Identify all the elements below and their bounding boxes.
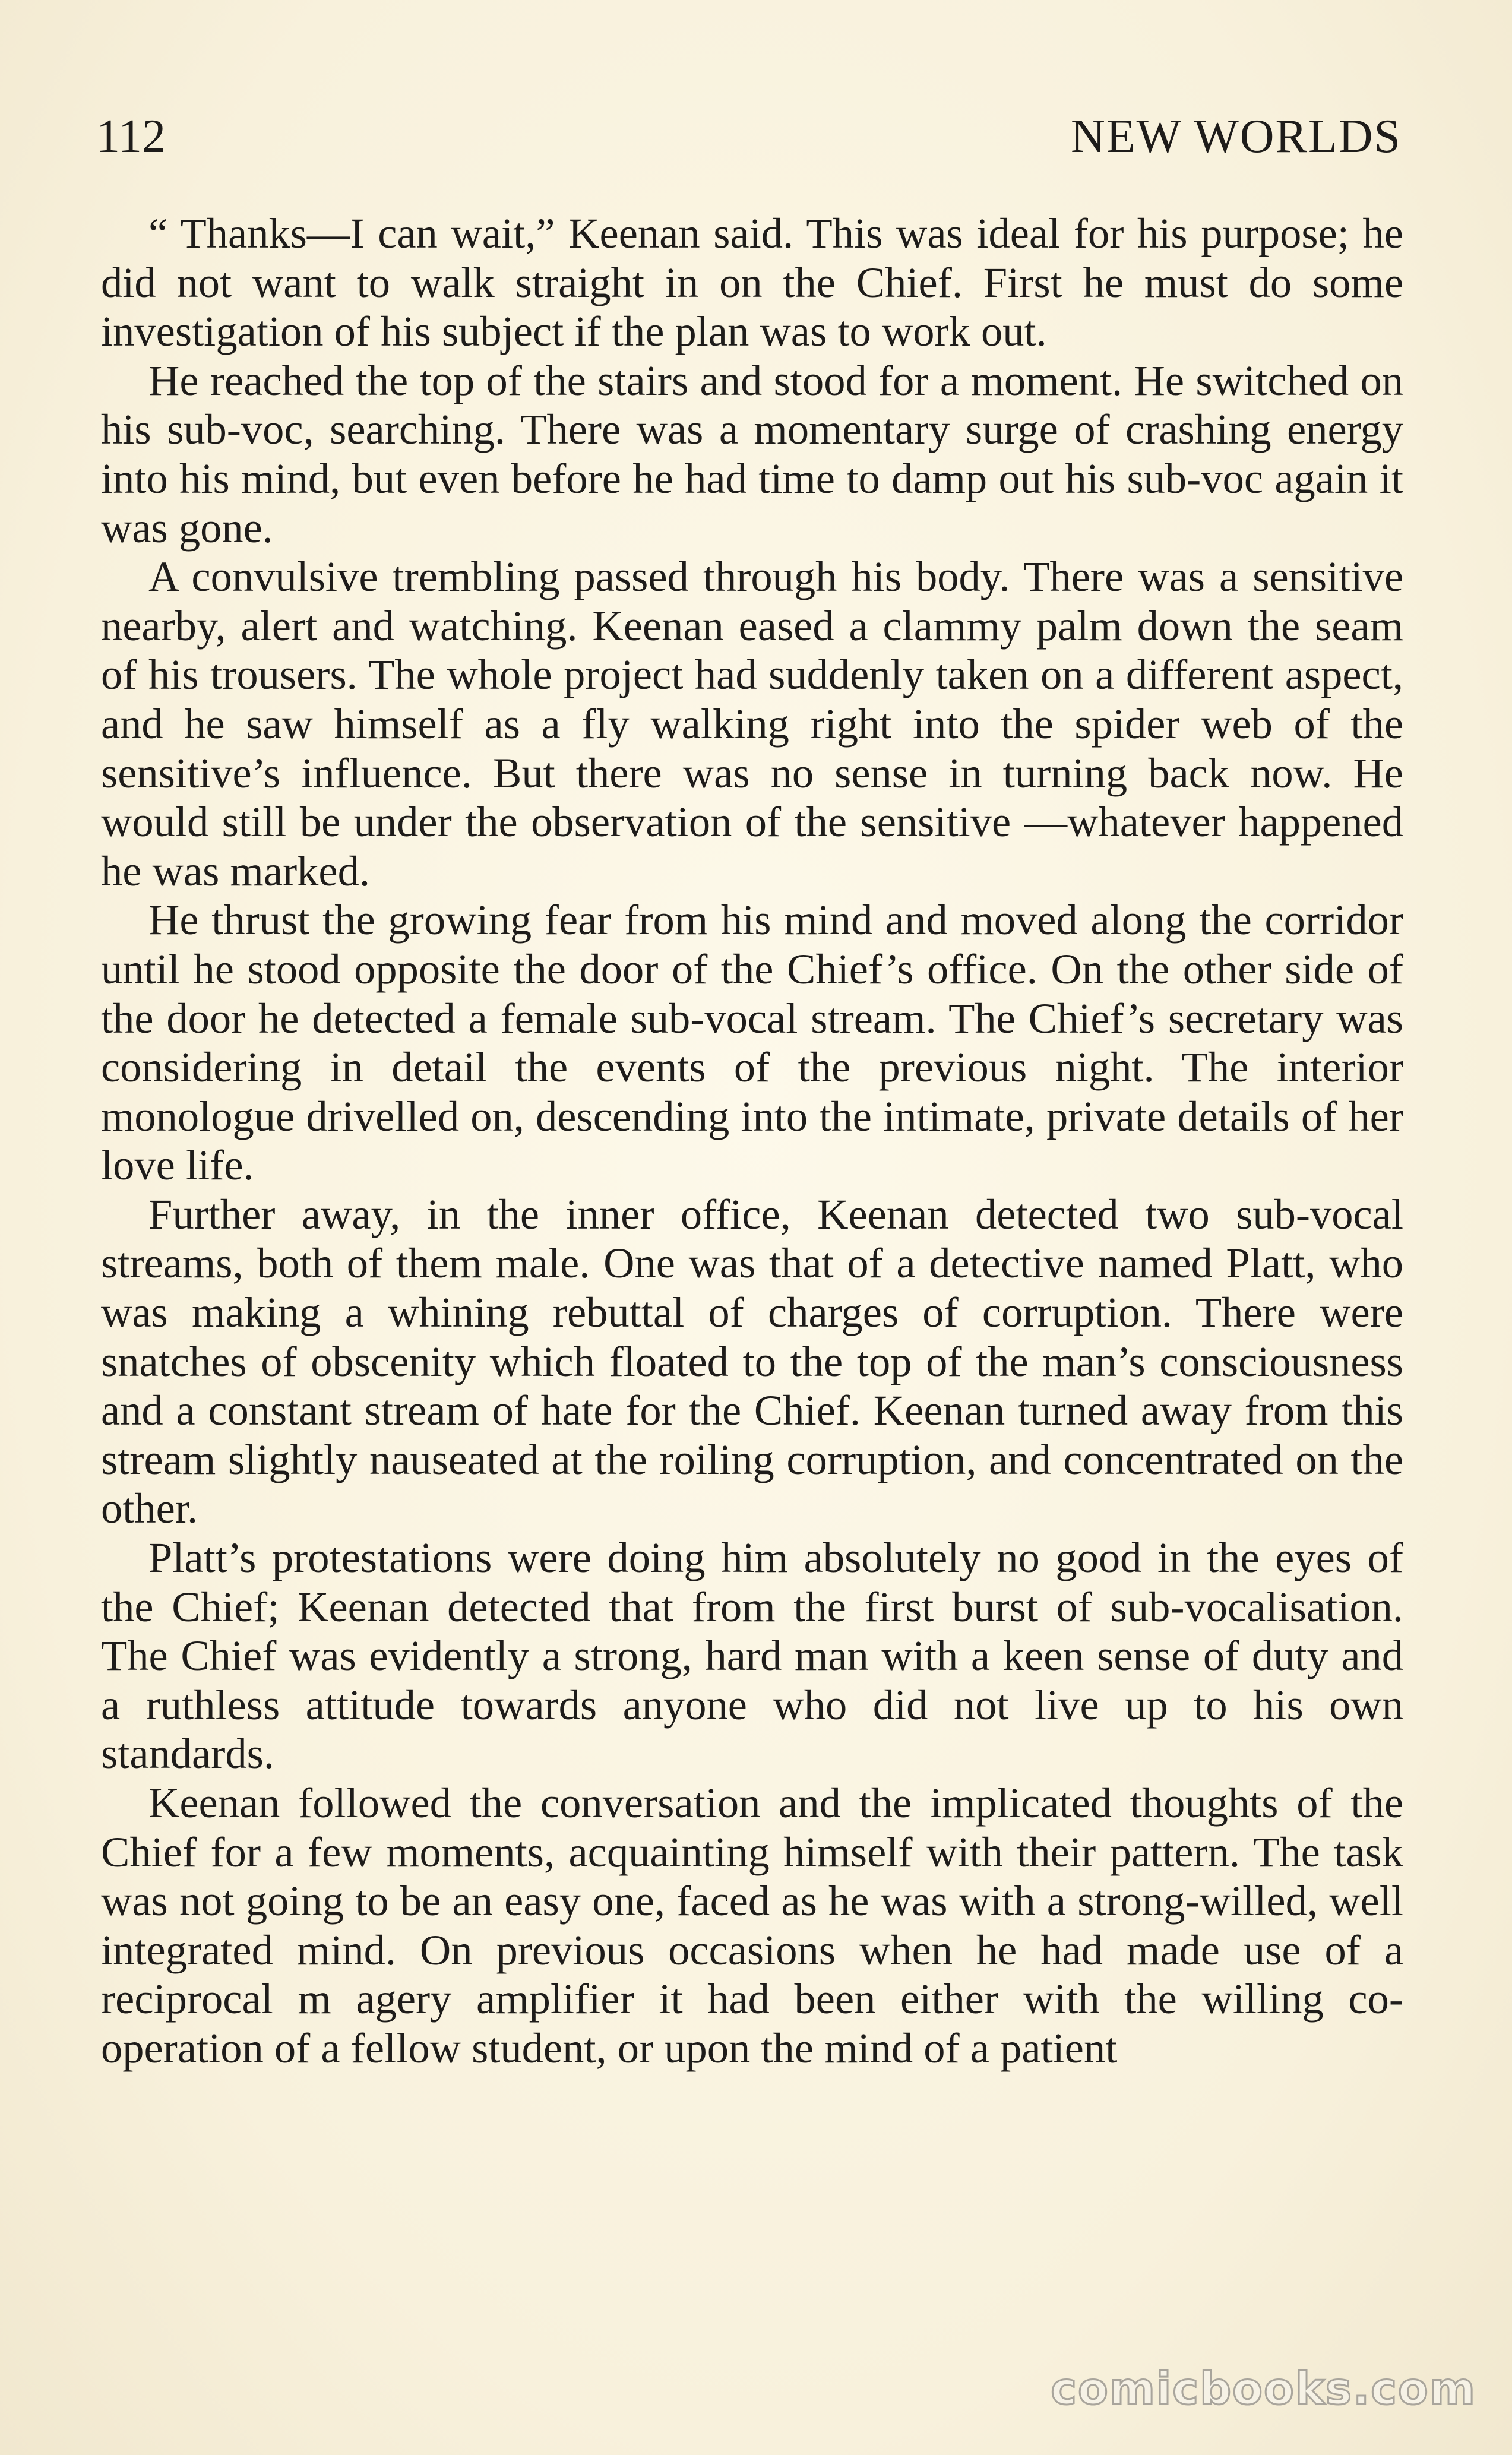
page-number: 112: [96, 110, 166, 163]
running-title: NEW WORLDS: [1070, 110, 1402, 163]
paragraph: He reached the top of the stairs and stood for a moment. He switched on his sub-voc, searching. There was a momentary surge of crashing energy into his mind, but even before he had time to damp out his sub-voc again it was gone.: [101, 356, 1403, 552]
watermark-logo: comicbooks.com: [1051, 2364, 1476, 2415]
paragraph: He thrust the growing fear from his mind and moved along the corridor until he stood opposite the door of the Chief’s office. On the other side of the door he detected a female sub-vocal stream. The Chief’s secretary was considering in detail the events of the previous night. The interior monologue drivelled on, descending into the intimate, private details of her love life.: [101, 896, 1403, 1189]
paragraph: Keenan followed the conversation and the implicated thoughts of the Chief for a few moments, acquainting himself with their pattern. The task was not going to be an easy one, faced as he was with a strong-willed, well integrated mind. On previous occasions when he had made use of a reciprocal m agery amplifier it had been either with the willing co-operation of a fellow student, or upon the mind of a patient: [101, 1779, 1403, 2072]
page-header: [96, 104, 1402, 169]
body-text: [101, 209, 1403, 2073]
paragraph: A convulsive trembling passed through his body. There was a sensitive nearby, alert and watching. Keenan eased a clammy palm down the seam of his trousers. The whole project had suddenly taken on a different aspect, and he saw himself as a fly walking right into the spider web of the sensitive’s influence. But there was no sense in turning back now. He would still be under the observation of the sensitive —whatever happened he was marked.: [101, 552, 1403, 895]
paragraph: “ Thanks—I can wait,” Keenan said. This was ideal for his purpose; he did not want to walk straight in on the Chief. First he must do some investigation of his subject if the plan was to work out.: [101, 209, 1403, 356]
paragraph: Platt’s protestations were doing him absolutely no good in the eyes of the Chief; Keenan detected that from the first burst of sub-vocalisation. The Chief was evidently a strong, hard man with a keen sense of duty and a ruthless attitude towards anyone who did not live up to his own standards.: [101, 1533, 1403, 1778]
paragraph: Further away, in the inner office, Keenan detected two sub-vocal streams, both of them male. One was that of a detective named Platt, who was making a whining rebuttal of charges of corruption. There were snatches of obscenity which floated to the top of the man’s consciousness and a constant stream of hate for the Chief. Keenan turned away from this stream slightly nauseated at the roiling corruption, and concentrated on the other.: [101, 1189, 1403, 1533]
